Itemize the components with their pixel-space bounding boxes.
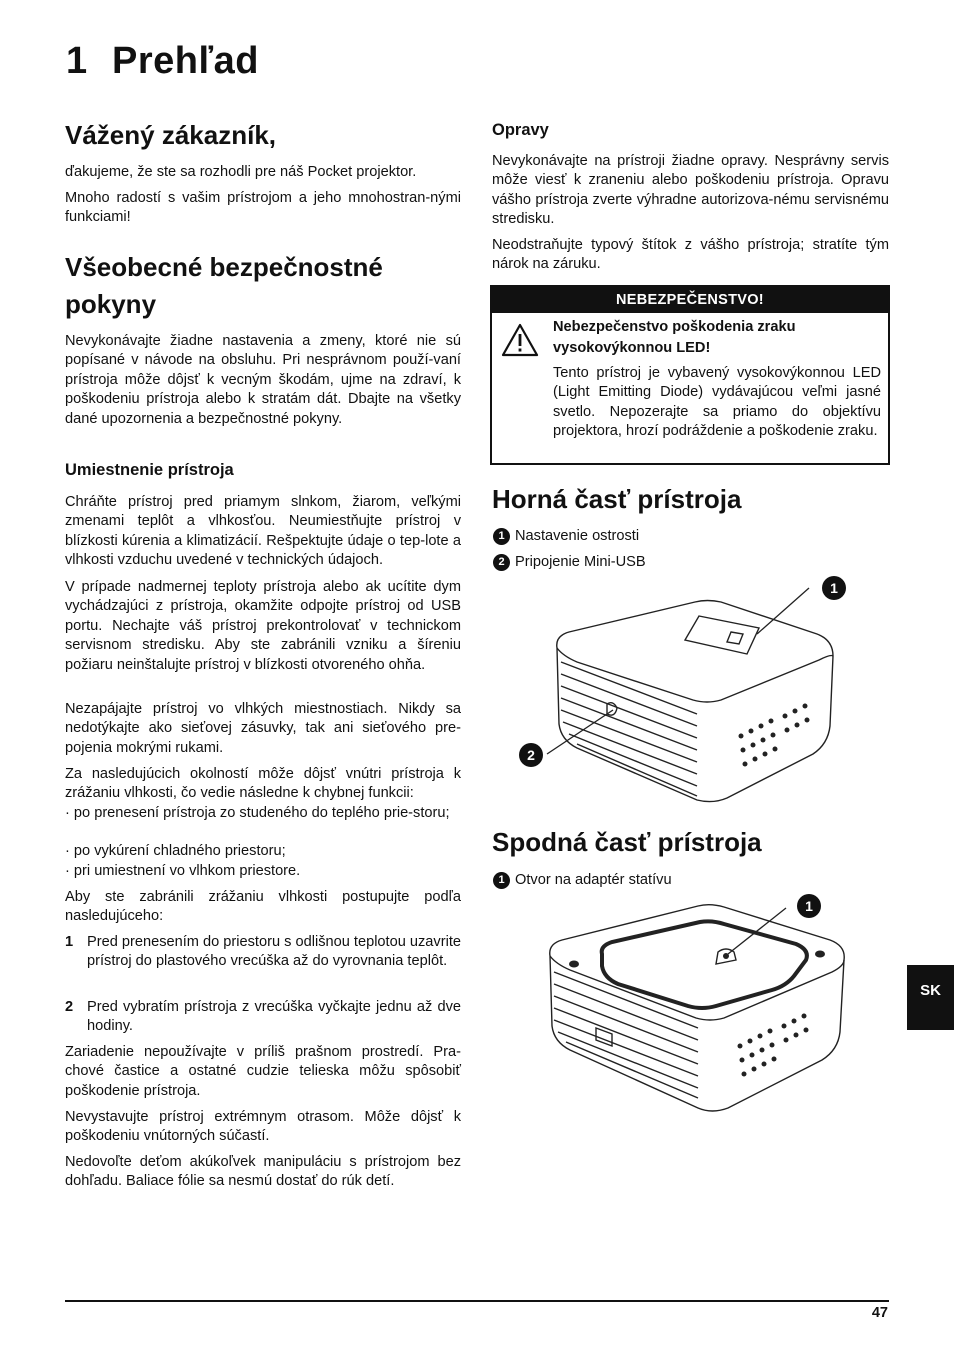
- warning-triangle-icon: [501, 323, 539, 362]
- para-enjoy: Mnoho radostí s vašim prístrojom a jeho mnohostran-nými funkciami!: [65, 190, 461, 226]
- chapter-number: 1: [66, 40, 88, 82]
- step-text: Pred vybratím prístroja z vrecúška vyčkajte jednu až dve hodiny.: [87, 999, 461, 1035]
- para-placement-4: Za nasledujúcich okolností môže dôjsť vnútri prístroja k zrážaniu vlhkosti, čo vedie následne k chybnej funkcii:: [65, 766, 461, 802]
- para-repairs-1: Nevykonávajte na prístroji žiadne opravy. Nesprávny servis môže viesť k zraneniu alebo poškodeniu prístroja. Opravu vášho prístroja zverte výhradne autorizova-nému servisnému stredisku.: [492, 153, 889, 228]
- callout-number: 1: [493, 528, 510, 545]
- legend-label: Nastavenie ostrosti: [515, 528, 640, 544]
- legend-bottom-1: [493, 871, 672, 890]
- legend-top-2: [493, 553, 646, 572]
- callout-1-bottom: 1: [797, 894, 821, 918]
- step-2: [65, 998, 461, 1038]
- danger-label: NEBEZPEČENSTVO!: [492, 287, 888, 313]
- footer-rule: [65, 1300, 889, 1302]
- para-placement-4-item1: · po prenesení prístroja zo studeného do teplého prie-storu;: [65, 805, 450, 821]
- danger-text: Tento prístroj je vybavený vysokovýkonnou LED (Light Emitting Diode) vydávajúcou veľmi jasné svetlo. Nepozerajte sa priamo do objektívu projektora, hrozí podráždenie a poškodenie zraku.: [553, 365, 881, 440]
- para-kids: Nedovoľte deťom akúkoľvek manipuláciu s prístrojom bez dohľadu. Baliace fólie sa nesmú dostať do rúk detí.: [65, 1154, 461, 1190]
- para-placement-3: Nezapájajte prístroj vo vlhkých miestnostiach. Nikdy sa nedotýkajte ako sieťovej zásuvky, tak ani sieťového pre-pojenia mokrými rukami.: [65, 701, 461, 756]
- heading-placement: Umiestnenie prístroja: [65, 461, 234, 479]
- step-number: 2: [65, 999, 74, 1015]
- para-placement-1: Chráňte prístroj pred priamym slnkom, žiarom, veľkými zmenami teplôt a vlhkosťou. Neumiestňujte prístroj v blízkosti kúrenia a klimatizácií. Rešpektujte údaje o tep-lote a vlhkosti vzduchu uvedené v technických údajoch.: [65, 494, 461, 569]
- legend-label: Pripojenie Mini-USB: [515, 554, 646, 570]
- para-thanks: ďakujeme, že ste sa rozhodli pre náš Pocket projektor.: [65, 164, 417, 180]
- projector-bottom-illustration: [540, 900, 850, 1115]
- para-placement-4-item2: · po vykúrení chladného priestoru;: [65, 843, 286, 859]
- para-placement-2: V prípade nadmernej teploty prístroja alebo ak ucítite dym vychádzajúci z prístroja, okamžite odpojte prístroj od USB portu. Nechajte váš prístroj prekontrolovať v technickom servisnom stredisku. Aby ste zabránili vzniku a šíreniu požiaru neinštalujte prístroj v blízkosti otvoreného ohňa.: [65, 579, 461, 673]
- heading-repairs: Opravy: [492, 121, 549, 139]
- para-dust: Zariadenie nepoužívajte v príliš prašnom prostredí. Pra-chové častice a ostatné cudzie telieska môžu spôsobiť poškodenie prístroja.: [65, 1044, 461, 1099]
- step-number: 1: [65, 934, 74, 950]
- section-customer: [65, 117, 461, 153]
- language-tab: SK: [907, 965, 954, 1030]
- callout-2-top: 2: [519, 743, 543, 767]
- para-placement-4-item3: · pri umiestnení vo vlhkom priestore.: [65, 863, 301, 879]
- para-shock: Nevystavujte prístroj extrémnym otrasom. Môže dôjsť k poškodeniu vnútorných súčastí.: [65, 1109, 461, 1145]
- chapter-title: [66, 40, 259, 83]
- step-text: Pred prenesením do priestoru s odlišnou teplotou uzavrite prístroj do plastového vrecúška až do vyrovnania teplôt.: [87, 934, 461, 970]
- heading-customer: Vážený zákazník,: [65, 120, 276, 150]
- heading-top-part: Horná časť prístroja: [492, 484, 742, 514]
- legend-label: Otvor na adaptér statívu: [515, 872, 672, 888]
- danger-box: [490, 285, 890, 465]
- chapter-title-text: Prehľad: [112, 40, 259, 82]
- callout-number: 1: [493, 872, 510, 889]
- legend-top-1: [493, 527, 639, 546]
- projector-top-illustration: [517, 576, 857, 808]
- para-placement-5: Aby ste zabránili zrážaniu vlhkosti postupujte podľa nasledujúceho:: [65, 889, 461, 925]
- heading-bottom-part: Spodná časť prístroja: [492, 827, 762, 857]
- danger-heading: Nebezpečenstvo poškodenia zraku vysokovýkonnou LED!: [553, 319, 796, 356]
- para-repairs-2: Neodstraňujte typový štítok z vášho prístroja; stratíte tým nárok na záruku.: [492, 237, 889, 273]
- para-safety: Nevykonávajte žiadne nastavenia a zmeny, ktoré nie sú popísané v návode na obsluhu. Pri nesprávnom použí-vaní prístroja môže dôjsť k vecným škodám, ujme na zdraví, k poškodeniu prístroja alebo k stratám dát. Dbajte na všetky dané upozornenia a bezpečnostné pokyny.: [65, 333, 461, 427]
- callout-number: 2: [493, 554, 510, 571]
- step-1: [65, 933, 461, 993]
- callout-1-top: 1: [822, 576, 846, 600]
- heading-safety: Všeobecné bezpečnostné pokyny: [65, 252, 383, 319]
- page-number: 47: [871, 1305, 888, 1321]
